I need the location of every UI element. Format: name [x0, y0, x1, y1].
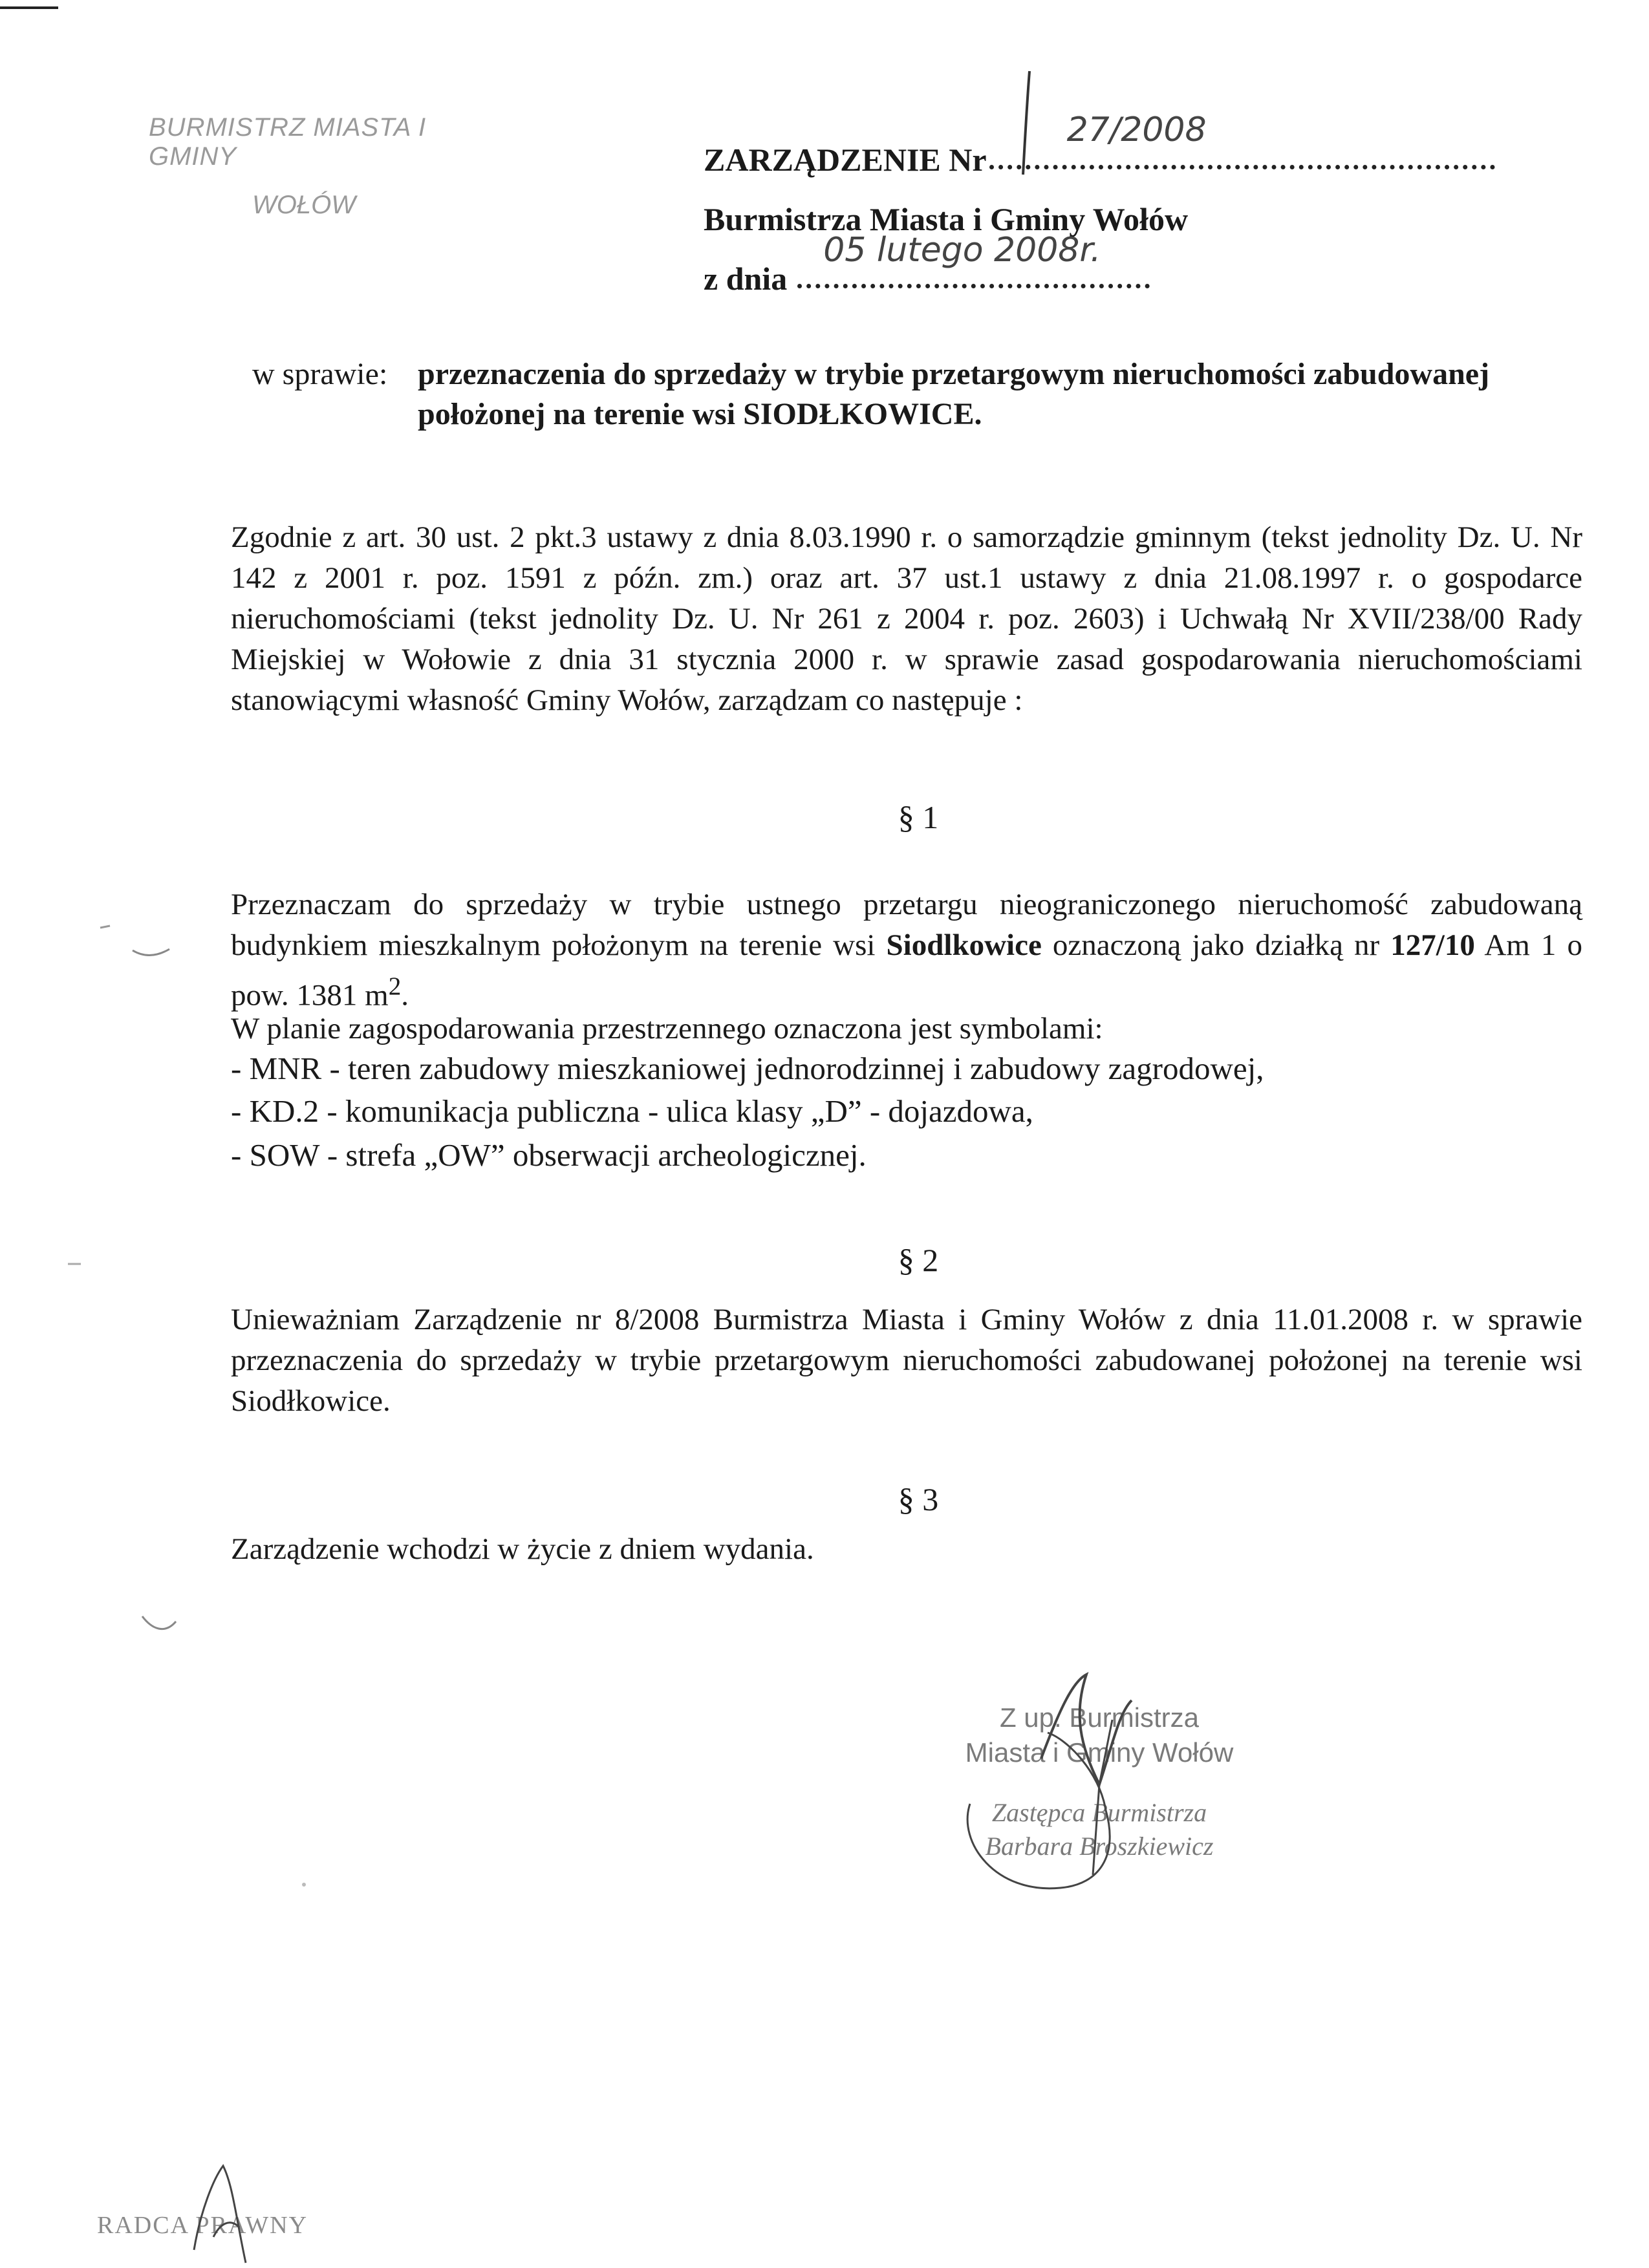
- document-title: ZARZĄDZENIE Nr: [704, 142, 987, 178]
- plan-intro: W planie zagospodarowania przestrzennego oznaczona jest symbolami:: [231, 1012, 1103, 1045]
- plan-symbol-sow: - SOW - strefa „OW” obserwacji archeologicznej.: [231, 1137, 867, 1173]
- section-2-heading: § 2: [898, 1242, 939, 1278]
- legal-advisor-stamp: RADCA PRAWNY: [97, 2212, 308, 2239]
- issuer: Burmistrza Miasta i Gminy Wołów: [704, 201, 1189, 237]
- date-field: [797, 231, 1150, 288]
- subject-label: w sprawie:: [252, 357, 388, 391]
- header-title-row: [704, 111, 1495, 178]
- subject-text: przeznaczenia do sprzedaży w trybie przetargowym nieruchomości zabudowanej położonej na terenie wsi SIODŁKOWICE.: [418, 357, 1490, 431]
- section-2-text: Unieważniam Zarządzenie nr 8/2008 Burmistrza Miasta i Gminy Wołów z dnia 11.01.2008 r. w sprawie przeznaczenia do sprzedaży w trybie przetargowym nieruchomości zabudowanej położonej na terenie wsi Siodłkowice.: [231, 1303, 1582, 1418]
- plan-symbol-kd2: - KD.2 - komunikacja publiczna - ulica klasy „D” - dojazdowa,: [231, 1093, 1033, 1129]
- section-1-text: [231, 884, 1582, 1016]
- signature-line-4: Barbara Broszkiewicz: [985, 1832, 1214, 1861]
- section-1-text-a: Przeznaczam do sprzedaży w trybie ustnego przetargu nieograniczonego nieruchomość zabudowaną budynkiem mieszkalnym położonym na terenie wsi: [231, 888, 1582, 962]
- signature-line-2: Miasta i Gminy Wołów: [965, 1737, 1234, 1768]
- preamble: Zgodnie z art. 30 ust. 2 pkt.3 ustawy z dnia 8.03.1990 r. o samorządzie gminnym (tekst jednolity Dz. U. Nr 142 z 2001 r. poz. 1591 z późn. zm.) oraz art. 37 ust.1 ustawy z dnia 21.08.1997 r. o gospodarce nieruchomościami (tekst jednolity Dz. U. Nr 261 z 2004 r. poz. 2603) i Uchwałą Nr XVII/238/00 Rady Miejskiej w Wołowie z dnia 31 stycznia 2000 r. w sprawie zasad gospodarowania nieruchomościami stanowiącymi własność Gminy Wołów, zarządzam co następuje :: [231, 520, 1582, 717]
- signature-line-1: Z up. Burmistrza: [999, 1702, 1200, 1733]
- margin-tick-1: [100, 926, 110, 928]
- parcel-number: 127/10: [1390, 928, 1475, 962]
- document-header: [704, 111, 1495, 297]
- office-stamp: [149, 113, 511, 220]
- area-unit-superscript: 2: [388, 972, 402, 1000]
- stamp-line-2: WOŁÓW: [252, 191, 356, 219]
- section-1-text-c: Am 1 o pow. 1381 m: [231, 928, 1583, 1012]
- place-name: Siodlkowice: [886, 928, 1042, 962]
- signature-line-3: Zastępca Burmistrza: [991, 1798, 1207, 1827]
- margin-check-2: [142, 1616, 176, 1629]
- date-row: [704, 231, 1495, 297]
- scan-dot: [302, 1883, 306, 1887]
- section-3-text: Zarządzenie wchodzi w życie z dniem wydania.: [231, 1532, 814, 1566]
- signature-stamp: [931, 1700, 1267, 1863]
- stamp-line-1: BURMISTRZ MIASTA I GMINY: [149, 113, 427, 171]
- section-1-heading: § 1: [898, 799, 939, 835]
- margin-check-1: [133, 949, 169, 955]
- handwritten-number: 27/2008: [1066, 111, 1207, 149]
- number-field: [989, 111, 1495, 169]
- issuer-row: [704, 176, 1495, 235]
- date-label: z dnia: [704, 261, 788, 297]
- plan-symbol-mnr: - MNR - teren zabudowy mieszkaniowej jednorodzinnej i zabudowy zagrodowej,: [231, 1051, 1264, 1086]
- section-1-text-d: .: [401, 978, 409, 1012]
- section-1-text-b: oznaczoną jako działką nr: [1041, 928, 1391, 962]
- section-3-heading: § 3: [898, 1481, 939, 1517]
- handwritten-date: 05 lutego 2008r.: [823, 231, 1101, 270]
